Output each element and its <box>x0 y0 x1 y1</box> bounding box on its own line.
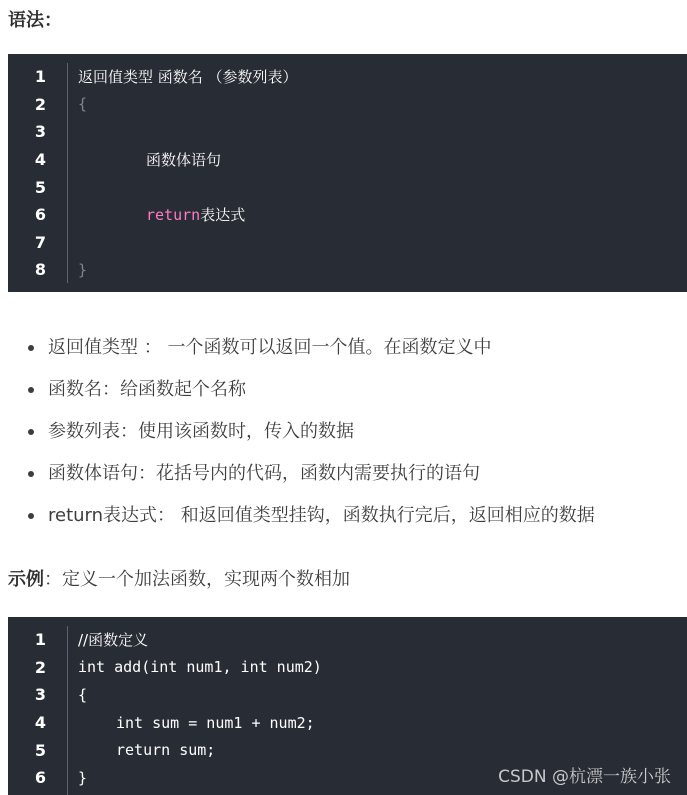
line-number: 3 <box>34 122 46 142</box>
code-line <box>8 229 687 257</box>
code-line <box>8 118 687 146</box>
syntax-code-block <box>8 54 687 292</box>
line-number: 4 <box>34 150 46 170</box>
code-line <box>8 146 687 174</box>
code-line <box>8 709 687 737</box>
line-number: 8 <box>34 260 46 280</box>
syntax-description-list <box>26 333 595 543</box>
watermark: CSDN @杭漂一族小张 <box>498 767 671 787</box>
example-description <box>8 565 350 591</box>
list-item: 参数列表：使用该函数时，传入的数据 <box>26 417 595 459</box>
code-text: return sum; <box>116 741 216 760</box>
code-line <box>8 173 687 201</box>
list-item: 函数体语句：花括号内的代码，函数内需要执行的语句 <box>26 459 595 501</box>
list-item: 返回值类型 ： 一个函数可以返回一个值。在函数定义中 <box>26 333 595 375</box>
code-line <box>8 654 687 682</box>
code-line <box>8 256 687 284</box>
list-item: 函数名：给函数起个名称 <box>26 375 595 417</box>
line-number: 1 <box>34 630 46 650</box>
line-number-gutter <box>67 626 68 795</box>
code-text: { <box>78 685 88 704</box>
code-line <box>8 91 687 119</box>
line-number: 7 <box>34 232 46 252</box>
line-number: 6 <box>34 768 46 788</box>
list-item: return表达式： 和返回值类型挂钩，函数执行完后，返回相应的数据 <box>26 501 595 543</box>
code-text: 函数体语句 <box>146 151 222 170</box>
line-number: 5 <box>34 177 46 197</box>
code-text: } <box>78 768 88 787</box>
line-number: 1 <box>34 67 46 87</box>
line-number: 5 <box>34 740 46 760</box>
code-text: } <box>78 260 88 279</box>
code-text: //函数定义 <box>78 631 149 650</box>
code-line <box>8 63 687 91</box>
line-number-gutter <box>67 63 68 283</box>
code-text: { <box>78 95 88 114</box>
return-keyword: return <box>146 206 201 225</box>
line-number: 2 <box>34 657 46 677</box>
syntax-heading: 语法： <box>8 10 62 31</box>
code-text: int sum = num1 + num2; <box>116 713 315 732</box>
code-text <box>56 204 245 225</box>
code-text: int add(int num1, int num2) <box>78 658 322 677</box>
line-number: 4 <box>34 713 46 733</box>
example-label: 示例 <box>8 569 44 590</box>
example-text: ：定义一个加法函数，实现两个数相加 <box>44 569 350 590</box>
code-text: 返回值类型 函数名 （参数列表） <box>78 68 298 87</box>
line-number: 2 <box>34 94 46 114</box>
code-line <box>8 681 687 709</box>
line-number: 3 <box>34 685 46 705</box>
code-line <box>8 626 687 654</box>
code-text-expression: 表达式 <box>200 206 246 225</box>
code-line <box>8 736 687 764</box>
code-line <box>8 201 687 229</box>
line-number: 6 <box>34 205 46 225</box>
